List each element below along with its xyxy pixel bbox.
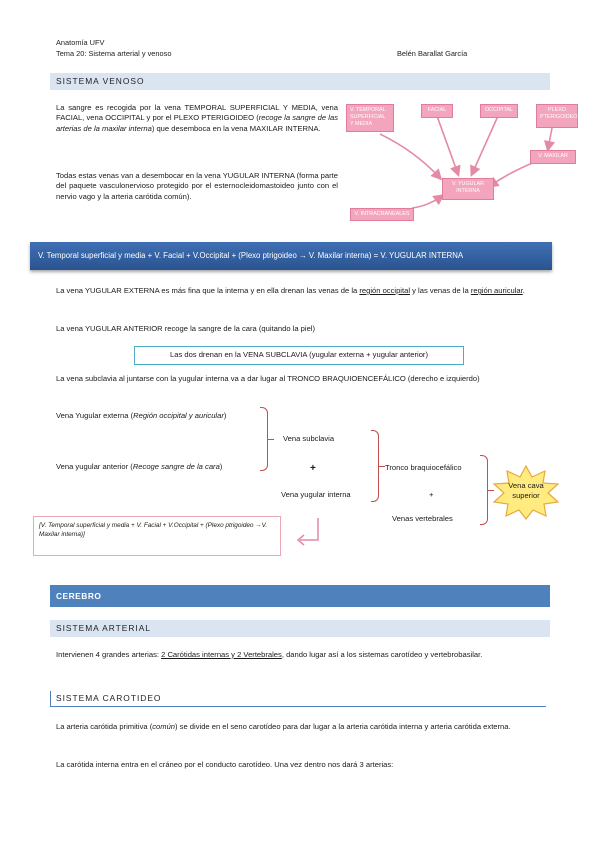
course-name: Anatomía UFV: [56, 38, 105, 47]
yugular-externa-underline-1: región occipital: [359, 286, 411, 295]
box-yugular-interna: V. YUGULAR INTERNA: [442, 178, 494, 200]
arterial-underline: 2 Carótidas internas y 2 Vertebrales: [161, 650, 282, 659]
scheme-venas-vertebrales: Venas vertebrales: [392, 514, 453, 523]
scheme-plus-2: +: [429, 490, 434, 499]
intro-paragraph-2: Todas estas venas van a desembocar en la vena YUGULAR INTERNA (forma parte del paquete vasculonervioso protegido por el esternocleidomastoideo junto con el nervio vago y la arteria carótida común).: [56, 171, 338, 201]
arrow-maxilar-to-yugular: [490, 162, 535, 186]
section-title-cerebro: CEREBRO: [56, 591, 102, 601]
section-band-arterial: [50, 620, 550, 637]
scheme-plus-1: +: [310, 463, 316, 474]
scheme-vena-yugular-interna: Vena yugular interna: [281, 490, 351, 499]
brace-left-tip: [268, 439, 274, 440]
section-title-arterial: SISTEMA ARTERIAL: [56, 623, 151, 633]
author-name: Belén Barallat García: [397, 49, 468, 58]
brace-right: [480, 455, 488, 525]
summary-banner: V. Temporal superficial y media + V. Facial + V.Occipital + (Plexo ptrigoideo → V. Maxilar interna) = V. YUGULAR INTERNA: [30, 242, 552, 270]
arrow-plexo-to-maxilar: [548, 128, 552, 149]
box-occipital: OCCIPITAL: [480, 104, 518, 118]
yugular-externa-paragraph: [56, 286, 546, 296]
arrow-temporal-to-yugular: [380, 134, 440, 178]
section-band-cerebro: [50, 585, 550, 607]
arrow-intracraneales-to-yugular: [412, 196, 442, 208]
intro-p1-text-a: La sangre es recogida por la vena TEMPORAL SUPERFICIAL Y MEDIA, vena FACIAL, vena OCCIPITAL y por el PLEXO PTERIGOIDEO (: [56, 103, 338, 123]
arterial-text-a: Intervienen 4 grandes arterias:: [56, 650, 162, 659]
yugular-externa-text-b: y las venas de la: [410, 286, 471, 295]
box-temporal: V. TEMPORAL SUPERFICIAL Y MEDIA: [346, 104, 394, 132]
intro-p1-italic: recoge la sangre de las arterias de la maxilar interna: [56, 113, 338, 133]
arterial-paragraph: [56, 650, 548, 660]
brace-middle: [371, 430, 379, 502]
scheme-ant-label: Vena yugular anterior (: [56, 462, 133, 471]
tronco-paragraph: La vena subclavia al juntarse con la yugular interna va a dar lugar al TRONCO BRAQUIOENCEFÁLICO (derecho e izquierdo): [56, 374, 480, 383]
scheme-ext-end: ): [223, 411, 227, 420]
arrow-facial-to-yugular: [437, 116, 458, 174]
scheme-yugular-externa: [56, 411, 226, 421]
section-title-venoso: SISTEMA VENOSO: [56, 76, 145, 86]
scheme-vena-cava: Vena cava superior: [508, 481, 544, 500]
brace-left: [260, 407, 268, 471]
scheme-yugular-anterior: [56, 462, 222, 472]
scheme-ant-italic: Recoge sangre de la cara: [132, 462, 220, 471]
box-intracraneales: V. INTRACRANEALES: [350, 208, 414, 221]
section-title-carotideo: SISTEMA CAROTIDEO: [56, 693, 162, 703]
yugular-anterior-paragraph: La vena YUGULAR ANTERIOR recoge la sangre de la cara (quitando la piel): [56, 324, 316, 333]
carotideo-paragraph-1: [56, 722, 548, 732]
intro-paragraph-1: [56, 103, 338, 134]
carotideo-p1-italic: común: [152, 722, 176, 731]
arterial-text-b: , dando lugar así a los sistemas carotídeo y vertebrobasilar.: [281, 650, 483, 659]
carotideo-p1-text-a: La arteria carótida primitiva (: [56, 722, 153, 731]
subclavia-framed-box: Las dos drenan en la VENA SUBCLAVIA (yugular externa + yugular anterior): [134, 346, 464, 365]
scheme-note-box: [V. Temporal superficial y media + V. Facial + V.Occipital + (Plexo ptrigoideo →V. Maxilar interna)]: [33, 516, 281, 556]
return-arrow-icon: [294, 516, 326, 552]
scheme-ext-label: Vena Yugular externa (: [56, 411, 134, 420]
yugular-externa-text-a: La vena YUGULAR EXTERNA es más fina que la interna y en ella drenan las venas de la: [56, 286, 360, 295]
scheme-ant-end: ): [219, 462, 223, 471]
yugular-externa-text-c: .: [522, 286, 525, 295]
box-facial: FACIAL: [421, 104, 453, 118]
carotideo-p1-text-b: ) se divide en el seno carotídeo para dar lugar a la arteria carótida interna y arteria carótida externa.: [175, 722, 511, 731]
box-maxilar: V. MAXILAR: [530, 150, 576, 164]
box-plexo: PLEXO PTERIGOIDEO: [536, 104, 578, 128]
yugular-externa-underline-2: región auricular: [470, 286, 523, 295]
topic-title: Tema 20: Sistema arterial y venoso: [56, 49, 172, 58]
scheme-ext-italic: Región occipital y auricular: [133, 411, 224, 420]
arrow-occipital-to-yugular: [472, 116, 498, 174]
scheme-tronco-braquiocefalico: Tronco braquiocefálico: [385, 463, 462, 472]
scheme-vena-subclavia: Vena subclavia: [283, 434, 335, 443]
carotideo-paragraph-2: La carótida interna entra en el cráneo por el conducto carotídeo. Una vez dentro nos dará 3 arterias:: [56, 760, 394, 769]
intro-p1-text-b: ) que desemboca en la vena MAXILAR INTERNA.: [151, 123, 321, 133]
section-heading-carotideo: [50, 691, 546, 707]
section-band-venoso: [50, 73, 550, 90]
